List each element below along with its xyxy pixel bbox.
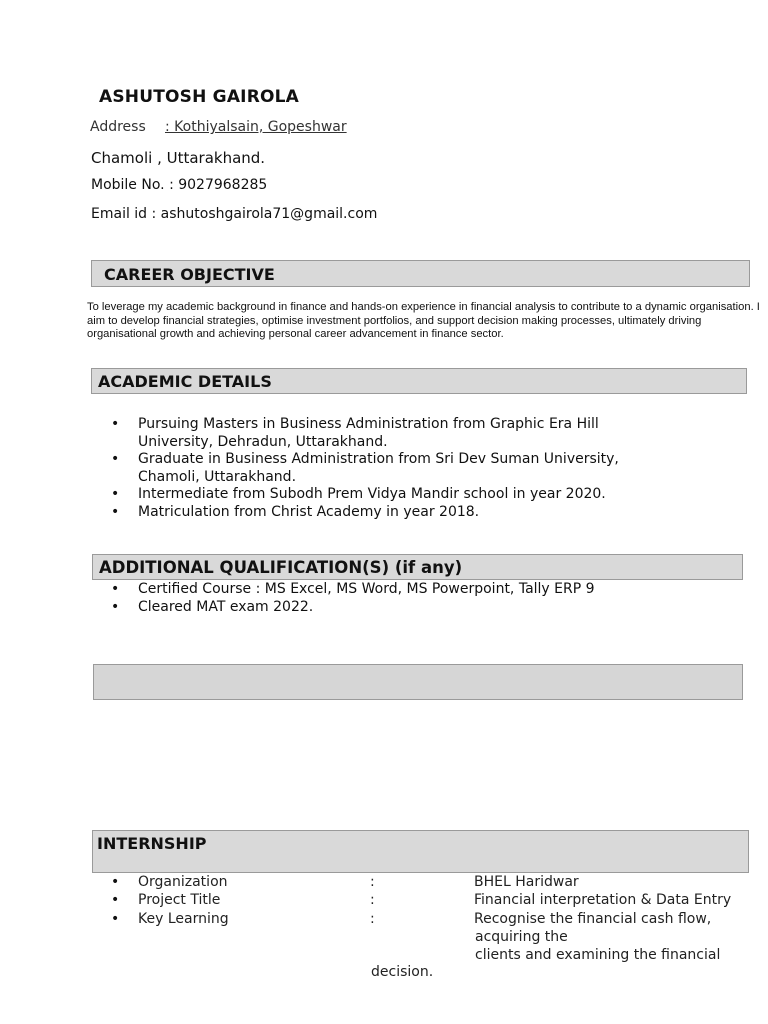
key-learning-continuation: acquiring the bbox=[475, 929, 568, 945]
list-item: • Intermediate from Subodh Prem Vidya Mandir school in year 2020. bbox=[111, 486, 671, 504]
career-objective-text: To leverage my academic background in finance and hands-on experience in financial analysis to contribute to a dynamic organisation. I aim to develop financial strategies, optimise investment portfolios, and support decision making processes, ultimately driving organisational growth and achieving personal career advancement in finance sector. bbox=[87, 301, 760, 341]
list-item: • Certified Course : MS Excel, MS Word, MS Powerpoint, Tally ERP 9 bbox=[111, 581, 731, 599]
list-item: • Matriculation from Christ Academy in year 2018. bbox=[111, 504, 671, 522]
organization-separator: : bbox=[370, 874, 375, 890]
email-address: Email id : ashutoshgairola71@gmail.com bbox=[91, 206, 378, 222]
address-value: : Kothiyalsain, Gopeshwar bbox=[165, 119, 347, 135]
empty-section-bar bbox=[93, 664, 743, 700]
key-learning-value: Recognise the financial cash flow, bbox=[474, 911, 712, 927]
mobile-number: Mobile No. : 9027968285 bbox=[91, 177, 268, 193]
list-item: • Cleared MAT exam 2022. bbox=[111, 599, 731, 617]
additional-list bbox=[111, 581, 731, 616]
key-learning-continuation: clients and examining the financial bbox=[475, 947, 721, 963]
bullet-icon: • bbox=[111, 874, 120, 890]
list-item: • Pursuing Masters in Business Administration from Graphic Era Hill University, Dehradun, Uttarakhand. bbox=[111, 416, 671, 451]
academic-list bbox=[111, 416, 671, 521]
bullet-icon: • bbox=[111, 911, 120, 927]
address-line-2: Chamoli , Uttarakhand. bbox=[91, 149, 266, 167]
address-label: Address bbox=[90, 119, 146, 135]
organization-value: BHEL Haridwar bbox=[474, 874, 579, 890]
key-learning-label: Key Learning bbox=[138, 911, 229, 927]
additional-qualification-title: ADDITIONAL QUALIFICATION(S) (if any) bbox=[99, 558, 463, 577]
academic-details-title: ACADEMIC DETAILS bbox=[98, 372, 272, 391]
key-learning-separator: : bbox=[370, 911, 375, 927]
key-learning-continuation: decision. bbox=[371, 964, 434, 980]
organization-label: Organization bbox=[138, 874, 228, 890]
internship-title: INTERNSHIP bbox=[97, 834, 207, 853]
candidate-name: ASHUTOSH GAIROLA bbox=[99, 87, 300, 107]
bullet-icon: • bbox=[111, 892, 120, 908]
project-title-label: Project Title bbox=[138, 892, 221, 908]
list-item: • Graduate in Business Administration from Sri Dev Suman University, Chamoli, Uttarakhand. bbox=[111, 451, 671, 486]
project-title-separator: : bbox=[370, 892, 375, 908]
project-title-value: Financial interpretation & Data Entry bbox=[474, 892, 732, 908]
career-objective-title: CAREER OBJECTIVE bbox=[104, 265, 275, 284]
